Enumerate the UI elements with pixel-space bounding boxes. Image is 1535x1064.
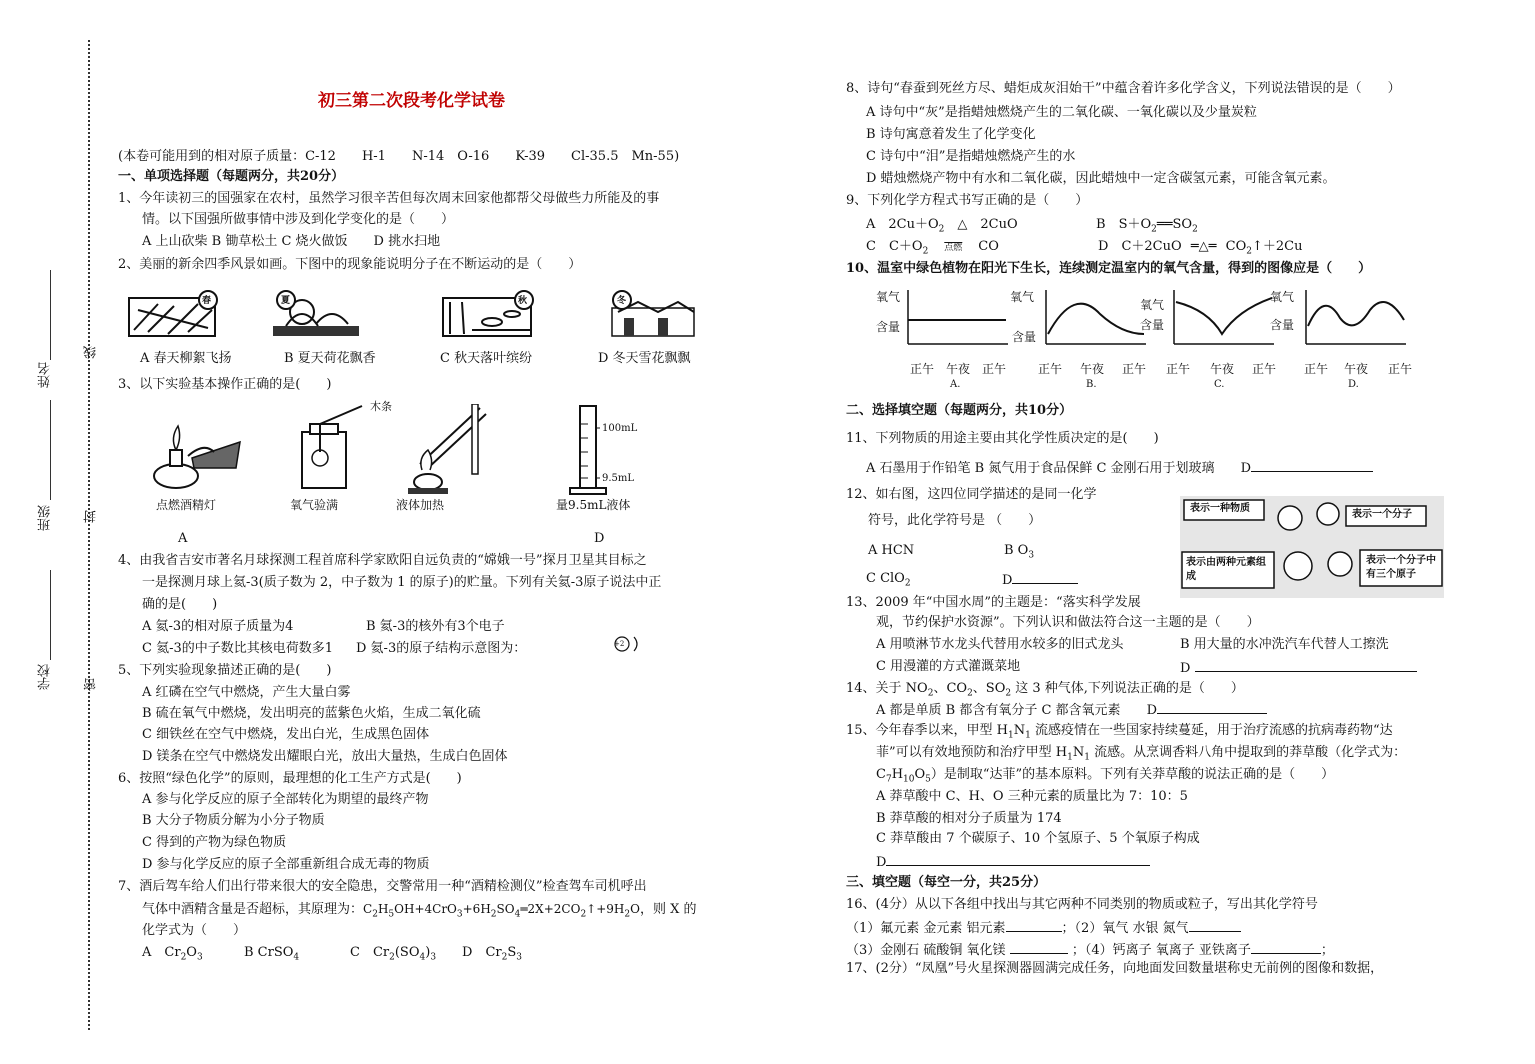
q13-line1: 13、2009 年“中国水周”的主题是：“落实科学发展 xyxy=(846,595,1141,610)
q6-stem: 6、按照“绿色化学”的原则，最理想的化工生产方式是( ) xyxy=(118,771,462,786)
q13-d-letter: D xyxy=(1180,661,1191,676)
q15-line2: 菲”可以有效地预防和治疗甲型 $H_1N_1$ 流感。从烹调香料八角中提取到的莽草酸（化学式为： xyxy=(876,745,1407,763)
q10-graph-a xyxy=(906,290,1010,346)
q10-b-x3: 正午 xyxy=(1122,362,1147,376)
q11-options-text: A 石墨用于作铅笔 B 氮气用于食品保鲜 C 金刚石用于划玻璃 xyxy=(866,461,1215,476)
q7-equation: $C_2H_5OH+4CrO_3+6H_2SO_4═2X+2CO_2↑+9H_2O$ xyxy=(363,902,640,920)
q10-c-ylabel2: 含量 xyxy=(1140,318,1165,332)
q13-option-c: C 用漫灌的方式灌溉菜地 xyxy=(876,659,1021,674)
q4-atom-nucleus: +2 xyxy=(614,640,625,648)
q12-option-a: A HCN xyxy=(868,543,915,558)
q3-test-tube-heating-image xyxy=(400,404,500,496)
q16-blank-1[interactable] xyxy=(1006,918,1062,932)
q10-letter-b: B. xyxy=(1086,379,1097,390)
section-1-heading: 一、单项选择题（每题两分，共20分） xyxy=(118,169,345,184)
q12-d-blank[interactable] xyxy=(1012,570,1078,584)
q17-stem: 17、(2分）“凤凰”号火星探测器圆满完成任务，向地面发回数量堪称史无前例的图像和数据， xyxy=(846,961,1384,976)
q5-option-b: B 硫在氧气中燃烧，发出明亮的蓝紫色火焰，生成二氧化硫 xyxy=(142,706,481,721)
q8-option-a: A 诗句中“灰”是指蜡烛燃烧产生的二氧化碳、一氧化碳以及少量炭粒 xyxy=(866,105,1257,120)
q12-line2: 符号，此化学符号是 （ ） xyxy=(868,513,1042,528)
q14-d-blank[interactable] xyxy=(1157,700,1267,714)
binding-school-label: 学校 xyxy=(38,664,53,690)
q16-stem: 16、(4分）从以下各组中找出与其它两种不同类别的物质或粒子，写出其化学符号 xyxy=(846,897,1318,912)
q3-stick-label: 木条 xyxy=(370,400,392,413)
q6-option-c: C 得到的产物为绿色物质 xyxy=(142,835,287,850)
binding-feng: 封 xyxy=(84,510,99,523)
q5-option-a: A 红磷在空气中燃烧，产生大量白雾 xyxy=(142,685,351,700)
q9-d-letter: D xyxy=(1098,239,1109,254)
q10-graph-d xyxy=(1304,290,1408,346)
q6-option-d: D 参与化学反应的原子全部重新组合成无毒的物质 xyxy=(142,857,430,872)
q10-graph-b xyxy=(1044,290,1148,346)
q15-d-blank[interactable] xyxy=(886,852,1150,866)
q7-a-letter: A xyxy=(142,945,152,960)
q2-stem: 2、美丽的新余四季风景如画。下图中的现象能说明分子在不断运动的是（ ） xyxy=(118,257,582,272)
q10-d-ylabel1: 氧气 xyxy=(1270,290,1295,304)
q15-option-b: B 莽草酸的相对分子质量为 174 xyxy=(876,811,1062,826)
q3-caption-oxygen: 氧气验满 xyxy=(290,498,339,512)
q3-letter-a: A xyxy=(178,531,188,546)
q3-caption-lamp: 点燃酒精灯 xyxy=(156,498,217,512)
q16-part4: ；（4）钙离子 氧离子 亚铁离子 xyxy=(1071,943,1251,958)
q14-stem: 14、关于 $NO_2$、$CO_2$、$SO_2$ 这 3 种气体,下列说法正确的是（ ） xyxy=(846,681,1244,699)
q16-blank-2[interactable] xyxy=(1189,918,1241,932)
q3-caption-heating: 液体加热 xyxy=(396,498,445,512)
q16-part3: （3）金刚石 硫酸铜 氧化镁 xyxy=(846,943,1006,958)
q8-option-b: B 诗句寓意着发生了化学变化 xyxy=(866,127,1036,142)
q1-options: A 上山砍柴 B 锄草松土 C 烧火做饭 D 挑水扫地 xyxy=(142,234,441,249)
q10-d-ylabel2: 含量 xyxy=(1270,318,1295,332)
q13-line2: 观，节约保护水资源”。下列认识和做法符合这一主题的是（ ） xyxy=(876,615,1260,630)
q3-gas-bottle-image xyxy=(290,400,370,496)
q8-option-c: C 诗句中“泪”是指蜡烛燃烧产生的水 xyxy=(866,149,1076,164)
binding-class-label: 班级 xyxy=(38,505,53,531)
q6-option-a: A 参与化学反应的原子全部转化为期望的最终产物 xyxy=(142,792,429,807)
q12-d-letter: D xyxy=(1002,573,1013,588)
q10-a-x2: 午夜 xyxy=(946,362,971,376)
q9-stem: 9、下列化学方程式书写正确的是（ ） xyxy=(846,193,1089,208)
q7-d-letter: D xyxy=(462,945,473,960)
q10-c-x1: 正午 xyxy=(1166,362,1191,376)
q10-letter-c: C. xyxy=(1214,379,1225,390)
q2-label-summer: 夏 xyxy=(281,296,291,306)
q9-ignite-label: 点燃 xyxy=(944,243,963,253)
q3-cylinder-label-9-5ml: 9.5mL xyxy=(602,473,635,484)
q12-bubble-2: 表示一个分子 xyxy=(1352,509,1412,520)
q7-option-a: A $Cr_2O_3$ xyxy=(142,945,203,963)
q13-d-blank[interactable] xyxy=(1195,658,1417,672)
q9-option-d: D C＋2CuO ═△═ $CO_2↑+2Cu$ xyxy=(1098,239,1303,257)
q10-b-x2: 午夜 xyxy=(1080,362,1105,376)
q10-c-x3: 正午 xyxy=(1252,362,1277,376)
q14-options xyxy=(876,700,1267,720)
q10-d-x2: 午夜 xyxy=(1344,362,1369,376)
q13-option-d xyxy=(1180,658,1417,678)
binding-mi: 密 xyxy=(84,678,99,691)
q12-b-text: B O xyxy=(1004,543,1029,558)
q15-line1: 15、今年春季以来，甲型 $H_1N_1$ 流感疫情在一些国家持续蔓延，用于治疗流感的抗病毒药物“达 xyxy=(846,723,1393,741)
q15-d-letter: D xyxy=(876,855,887,870)
q11-stem: 11、下列物质的用途主要由其化学性质决定的是( ) xyxy=(846,431,1159,446)
school-field-line[interactable] xyxy=(50,570,51,660)
q10-a-x3: 正午 xyxy=(982,362,1007,376)
q2-option-a: A 春天柳絮飞扬 xyxy=(140,351,232,366)
q4-line3: 确的是( ) xyxy=(142,597,218,612)
q9-option-b: B $S+O_2══SO_2$ xyxy=(1096,217,1198,235)
atomic-mass-note: (本卷可能用到的相对原子质量：C-12 H-1 N-14 O-16 K-39 Cl-35.5 Mn-55) xyxy=(118,149,680,164)
q5-option-c: C 细铁丝在空气中燃烧，发出白光，生成黑色固体 xyxy=(142,727,430,742)
q3-caption-cylinder: 量9.5mL液体 xyxy=(556,498,631,512)
q16-part2: ；（2）氧气 水银 氮气 xyxy=(1061,921,1189,936)
q3-alcohol-lamp-image xyxy=(148,412,248,496)
q13-option-a: A 用喷淋节水龙头代替用水较多的旧式龙头 xyxy=(876,637,1124,652)
q6-option-b: B 大分子物质分解为小分子物质 xyxy=(142,813,325,828)
q5-stem: 5、下列实验现象描述正确的是( ) xyxy=(118,663,332,678)
section-2-heading: 二、选择填空题（每题两分，共10分） xyxy=(846,403,1073,418)
q11-d-letter: D xyxy=(1240,461,1252,476)
q10-d-x1: 正午 xyxy=(1304,362,1329,376)
q10-b-ylabel1: 氧气 xyxy=(1010,290,1035,304)
q8-option-d: D 蜡烛燃烧产物中有水和二氧化碳，因此蜡烛中一定含碳氢元素，可能含氧元素。 xyxy=(866,171,1336,186)
q7-line1: 7、酒后驾车给人们出行带来很大的安全隐患，交警常用一种“酒精检测仪”检查驾车司机呼出 xyxy=(118,879,647,894)
q12-c-text: C ClO xyxy=(866,571,905,586)
q9-option-a: A $2Cu+O_2$ △ 2CuO xyxy=(866,217,1018,235)
q7-line2-text: 气体中酒精含量是否超标，其原理为： xyxy=(142,902,364,917)
q12-students-image xyxy=(1180,496,1444,598)
q15-line3: $C_7H_{10}O_5$）是制取“达菲”的基本原料。下列有关莽草酸的说法正确的是（ ） xyxy=(876,767,1335,785)
class-field-line[interactable] xyxy=(50,400,51,500)
q2-label-winter: 冬 xyxy=(617,296,627,306)
q7-line3: 化学式为（ ） xyxy=(142,923,247,938)
q9-a-letter: A xyxy=(866,217,876,232)
section-3-heading: 三、填空题（每空一分，共25分） xyxy=(846,875,1047,890)
q10-b-ylabel2: 含量 xyxy=(1012,330,1037,344)
q2-option-d: D 冬天雪花飘飘 xyxy=(598,351,691,366)
q15-option-d xyxy=(876,852,1150,872)
q4-option-c: C 氦-3的中子数比其核电荷数多1 xyxy=(142,641,334,656)
q4-line1: 4、由我省吉安市著名月球探测工程首席科学家欧阳自远负责的“嫦娥一号”探月卫星其目标之 xyxy=(118,553,647,568)
q12-bubble-1: 表示一种物质 xyxy=(1190,503,1250,514)
q16-part1: （1）氟元素 金元素 铝元素 xyxy=(846,921,1006,936)
q16-blank-4[interactable] xyxy=(1251,940,1321,954)
q9-b-letter: B xyxy=(1096,217,1106,232)
q5-option-d: D 镁条在空气中燃烧发出耀眼白光，放出大量热，生成白色固体 xyxy=(142,749,508,764)
q11-d-blank[interactable] xyxy=(1251,458,1373,472)
q12-option-c: C ClO$_2$ xyxy=(866,571,911,589)
q10-a-ylabel1: 氧气 xyxy=(876,290,901,304)
q10-d-x3: 正午 xyxy=(1388,362,1413,376)
q16-line1 xyxy=(846,918,1241,938)
q14-d-letter: D xyxy=(1146,703,1158,718)
q15-option-a: A 莽草酸中 C、H、O 三种元素的质量比为 7：10：5 xyxy=(876,789,1188,804)
q4-option-a: A 氦-3的相对原子质量为4 xyxy=(142,619,294,634)
q7-option-c: C $Cr_2(SO_4)_3$ xyxy=(350,945,437,963)
q11-options xyxy=(866,458,1373,478)
name-field-line[interactable] xyxy=(50,270,51,360)
q16-line2: （3）金刚石 硫酸铜 氧化镁 ；（4）钙离子 氧离子 亚铁离子 ； xyxy=(846,940,1334,960)
q2-option-c: C 秋天落叶缤纷 xyxy=(440,351,533,366)
binding-dotted-line xyxy=(88,40,90,1030)
q10-a-x1: 正午 xyxy=(910,362,935,376)
q10-letter-a: A. xyxy=(950,379,961,390)
q7-line2-end: ，则 X 的 xyxy=(639,902,697,917)
q4-option-b: B 氦-3的核外有3个电子 xyxy=(366,619,505,634)
q12-bubble-4: 表示一个分子中有三个原子 xyxy=(1366,555,1436,580)
q7-option-b: B CrSO$_4$ xyxy=(244,945,300,963)
binding-xian: 线 xyxy=(84,346,99,359)
q12-option-d xyxy=(1002,570,1078,590)
q3-stem: 3、以下实验基本操作正确的是( ) xyxy=(118,377,332,392)
q10-c-x2: 午夜 xyxy=(1210,362,1235,376)
q1-line1: 1、今年读初三的国强家在农村，虽然学习很辛苦但每次周末回家他都帮父母做些力所能及的事 xyxy=(118,191,660,206)
q9-option-c: C $C+O_2$ 点燃 CO xyxy=(866,239,999,257)
q2-label-spring: 春 xyxy=(202,296,212,306)
q3-letter-d: D xyxy=(594,531,605,546)
q16-blank-3[interactable] xyxy=(1010,940,1068,954)
q12-option-b: B $O_3$ xyxy=(1004,543,1035,561)
q13-option-b: B 用大量的水冲洗汽车代替人工擦洗 xyxy=(1180,637,1389,652)
q10-graph-c xyxy=(1172,290,1276,346)
q3-cylinder-label-100ml: 100mL xyxy=(602,423,638,434)
q1-line2: 情。以下国强所做事情中涉及到化学变化的是（ ） xyxy=(142,212,455,227)
q4-option-d: D 氦-3的原子结构示意图为： xyxy=(356,641,527,656)
q9-c-letter: C xyxy=(866,239,876,254)
q2-label-autumn: 秋 xyxy=(518,296,528,306)
q7-line2 xyxy=(142,900,697,923)
q8-stem: 8、诗句“春蚕到死丝方尽、蜡炬成灰泪始干”中蕴含着许多化学含义，下列说法错误的是（ ） xyxy=(846,81,1401,96)
q12-line1: 12、如右图，这四位同学描述的是同一化学 xyxy=(846,487,1097,502)
q7-option-d: D $Cr_2S_3$ xyxy=(462,945,522,963)
q12-bubble-3: 表示由两种元素组成 xyxy=(1186,557,1266,582)
q2-option-b: B 夏天荷花飘香 xyxy=(284,351,376,366)
q7-c-letter: C xyxy=(350,945,360,960)
q4-line2: 一是探测月球上氦-3(质子数为 2，中子数为 1 的原子)的贮量。下列有关氦-3原子说法中正 xyxy=(142,575,662,590)
q14-options-text: A 都是单质 B 都含有氧分子 C 都含氧元素 xyxy=(876,703,1121,718)
q7-b-text: B CrSO xyxy=(244,945,294,960)
q10-c-ylabel1: 氧气 xyxy=(1140,298,1165,312)
q15-option-c: C 莽草酸由 7 个碳原子、10 个氢原子、5 个氧原子构成 xyxy=(876,831,1200,846)
q10-stem: 10、温室中绿色植物在阳光下生长，连续测定温室内的氧气含量，得到的图像应是（ ） xyxy=(846,261,1372,276)
q10-a-ylabel2: 含量 xyxy=(876,320,901,334)
q10-b-x1: 正午 xyxy=(1038,362,1063,376)
binding-name-label: 姓名 xyxy=(38,362,53,388)
q10-letter-d: D. xyxy=(1348,379,1359,390)
page-title: 初三第二次段考化学试卷 xyxy=(318,91,505,111)
